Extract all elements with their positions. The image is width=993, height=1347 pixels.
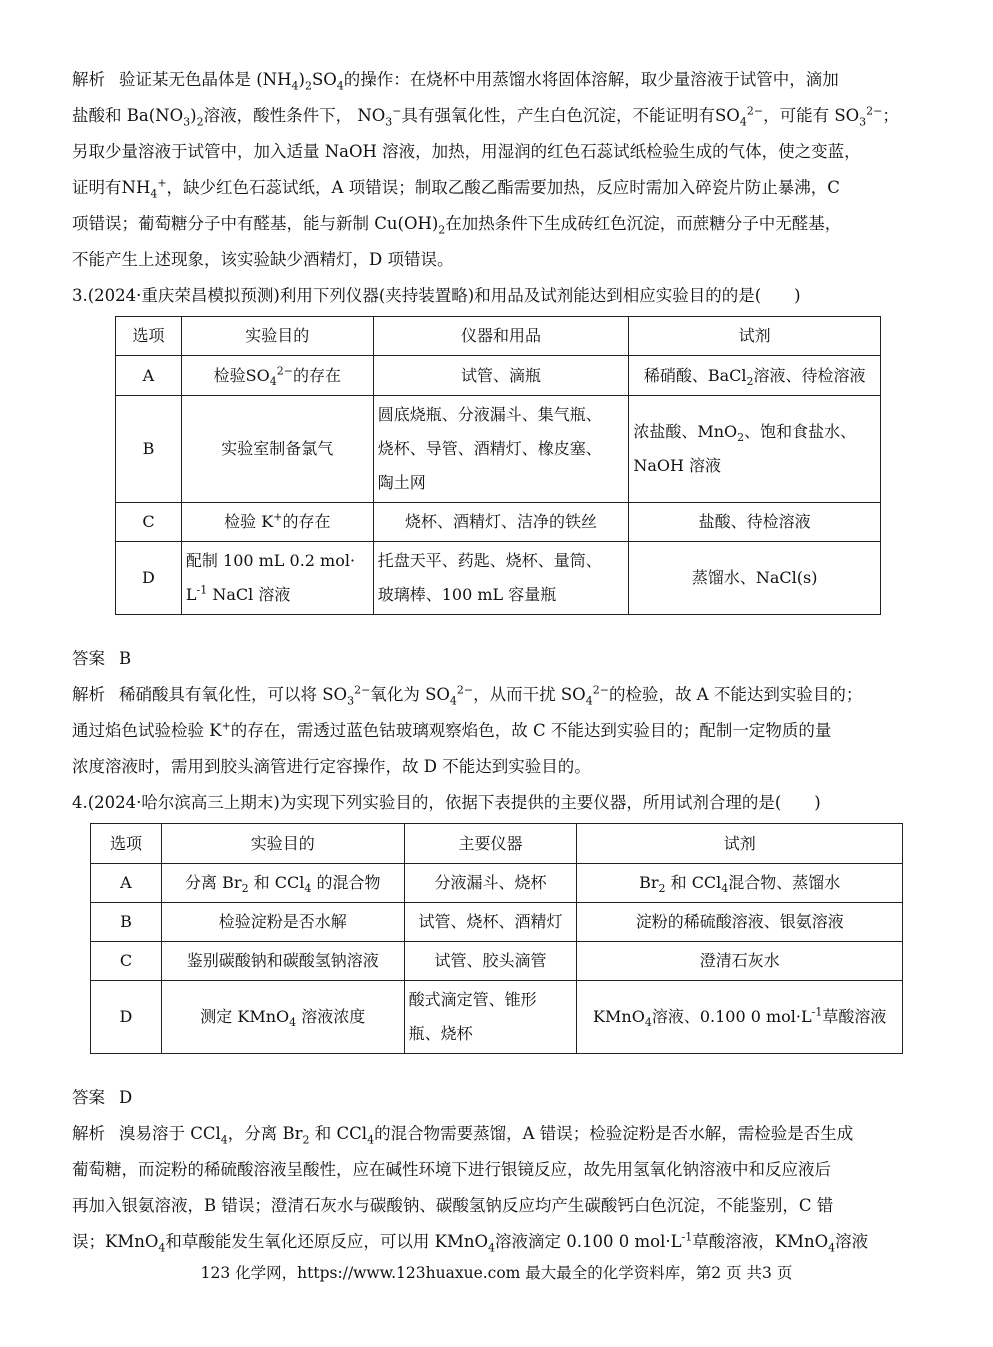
q3-analysis-line-2: 通过焰色试验检验 K+的存在，需透过蓝色钴玻璃观察焰色，故 C 不能达到实验目的；配制一定物质的量	[72, 719, 832, 740]
formula-nh4-2-so4: $(NH_4)_2SO_4$	[256, 70, 344, 93]
q3-stem: 3.(2024·重庆荣昌模拟预测)利用下列仪器(夹持装置略)和用品及试剂能达到相应实验目的的是( )	[72, 286, 801, 305]
page-body	[72, 62, 930, 1260]
table-row: A 分离 $Br_2$ 和 CCl$_4$ 的混合物 分液漏斗、烧杯 $Br_2$ 和 CCl$_4$混合物、蒸馏水	[91, 864, 903, 903]
table-row: 选项 实验目的 主要仪器 试剂	[91, 824, 903, 864]
page-footer: 123 化学网，https://www.123huaxue.com 最大最全的化学资料库，第2 页 共3 页	[200, 1264, 793, 1282]
prev-analysis-line-5: 项错误；葡萄糖分子中有醛基，能与新制 $Cu(OH)_2$在加热条件下生成砖红色沉淀，而蔗糖分子中无醛基，	[72, 214, 842, 237]
prev-analysis-line-4: 证明有$NH_4^+$，缺少红色石蕊试纸，A 项错误；制取乙酸乙酯需要加热，反应时需加入碎瓷片防止暴沸，C	[72, 176, 840, 201]
prev-analysis-line-1: 解析 验证某无色晶体是 $(NH_4)_2SO_4$的操作：在烧杯中用蒸馏水将固体溶解，取少量溶液于试管中，滴加	[72, 70, 839, 93]
prev-analysis-line-3: 另取少量溶液于试管中，加入适量 NaOH 溶液，加热，用湿润的红色石蕊试纸检验生成的气体，使之变蓝，	[72, 142, 861, 161]
q4-analysis-line-1: 解析 溴易溶于 CCl$_4$，分离 $Br_2$ 和 CCl$_4$的混合物需要蒸馏，A 错误；检验淀粉是否水解，需检验是否生成	[72, 1124, 854, 1147]
table-row: C 检验 K+的存在 烧杯、酒精灯、洁净的铁丝 盐酸、待检溶液	[116, 503, 881, 542]
q4-table	[90, 823, 903, 1054]
q3-table	[115, 316, 881, 615]
q4-analysis-line-3: 再加入银氨溶液，B 错误；澄清石灰水与碳酸钠、碳酸氢钠反应均产生碳酸钙白色沉淀，不能鉴别，C 错	[72, 1196, 834, 1215]
prev-analysis-line-6: 不能产生上述现象，该实验缺少酒精灯，D 项错误。	[72, 250, 454, 269]
table-row: B 实验室制备氯气 圆底烧瓶、分液漏斗、集气瓶、 烧杯、导管、酒精灯、橡皮塞、 陶土网 浓盐酸、MnO$_2$、饱和食盐水、 NaOH 溶液	[116, 396, 881, 503]
table-row: B 检验淀粉是否水解 试管、烧杯、酒精灯 淀粉的稀硫酸溶液、银氨溶液	[91, 903, 903, 942]
table-row: A 检验$SO_4^{2-}$的存在 试管、滴瓶 稀硝酸、BaCl$_2$溶液、待检溶液	[116, 356, 881, 396]
q4-stem: 4.(2024·哈尔滨高三上期末)为实现下列实验目的，依据下表提供的主要仪器，所用试剂合理的是( )	[72, 793, 821, 812]
q4-answer: 答案 D	[72, 1088, 133, 1107]
prev-analysis-line-2: 盐酸和 $Ba(NO_3)_2$溶液，酸性条件下， $NO_3^-$具有强氧化性，产生白色沉淀，不能证明有$SO_4^{2-}$，可能有 $SO_3^{2-}$；	[72, 104, 899, 129]
table-row: D 测定 KMnO$_4$ 溶液浓度 酸式滴定管、锥形 瓶、烧杯 KMnO$_4$溶液、0.100 0 $mol\cdot L^{-1}$草酸溶液	[91, 981, 903, 1054]
q3-analysis-line-3: 浓度溶液时，需用到胶头滴管进行定容操作，故 D 不能达到实验目的。	[72, 757, 591, 776]
q4-analysis-line-2: 葡萄糖，而淀粉的稀硫酸溶液呈酸性，应在碱性环境下进行银镜反应，故先用氢氧化钠溶液中和反应液后	[72, 1160, 831, 1179]
q3-analysis-line-1: 解析 稀硝酸具有氧化性，可以将 $SO_3^{2-}$氧化为 $SO_4^{2-}$，从而干扰 $SO_4^{2-}$的检验，故 A 不能达到实验目的；	[72, 683, 863, 708]
table-row: D 配制 100 mL 0.2 mol· $L^{-1}$ NaCl 溶液 托盘天平、药匙、烧杯、量筒、 玻璃棒、100 mL 容量瓶 蒸馏水、NaCl(s)	[116, 542, 881, 615]
q3-answer: 答案 B	[72, 649, 132, 668]
q4-analysis-line-4: 误；KMnO$_4$和草酸能发生氧化还原反应，可以用 KMnO$_4$溶液滴定 0.100 0 $mol\cdot L^{-1}$草酸溶液，KMnO$_4$溶液	[72, 1230, 869, 1255]
table-row: C 鉴别碳酸钠和碳酸氢钠溶液 试管、胶头滴管 澄清石灰水	[91, 942, 903, 981]
table-row: 选项 实验目的 仪器和用品 试剂	[116, 317, 881, 356]
